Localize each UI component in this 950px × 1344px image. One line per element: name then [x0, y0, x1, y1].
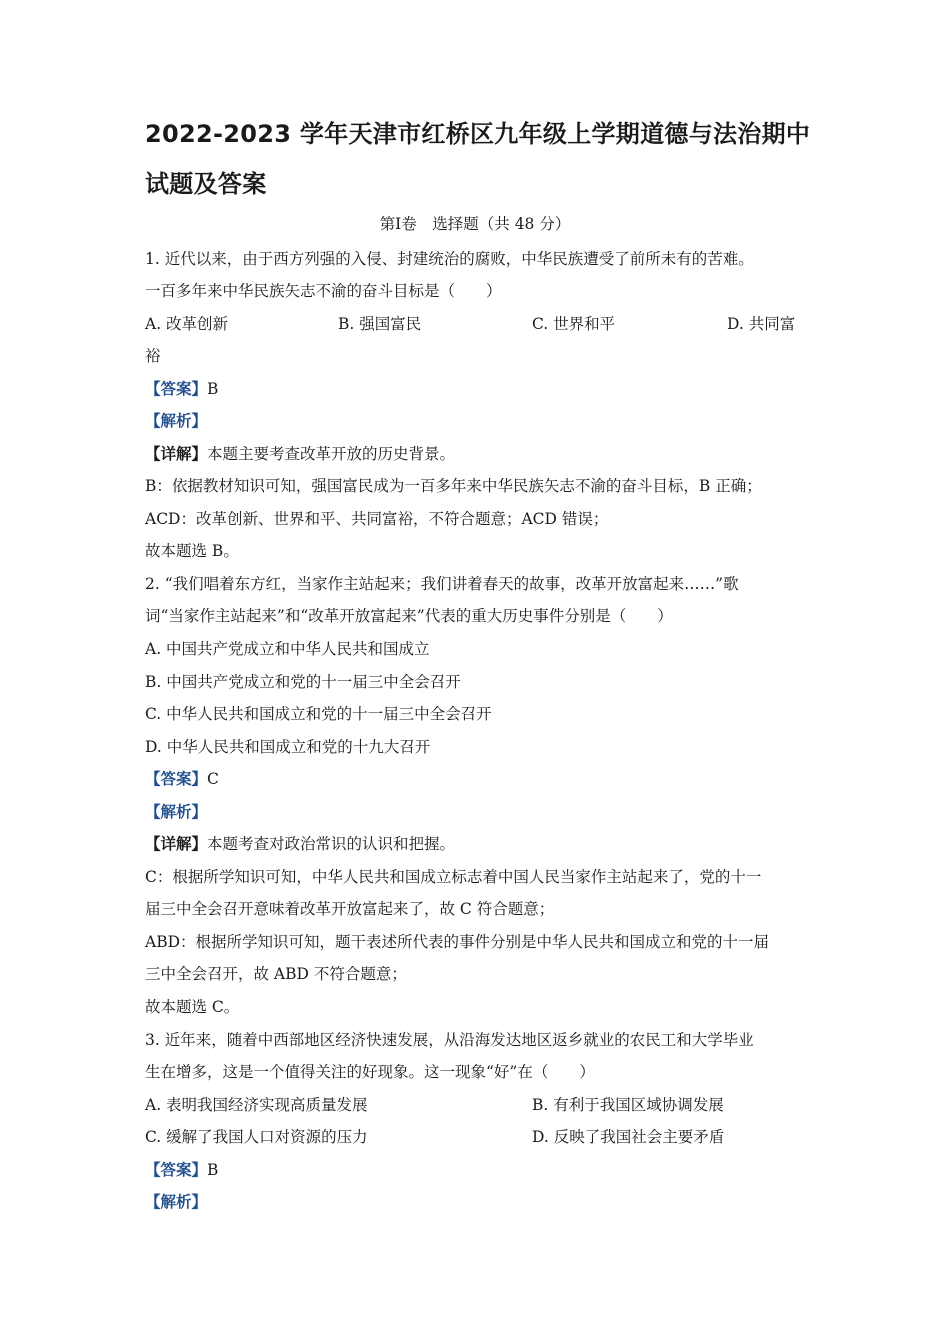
q3-option-b: B. 有利于我国区域协调发展 [532, 1096, 724, 1114]
q1-option-c: C. 世界和平 [532, 315, 616, 333]
q2-conclusion: 故本题选 C。 [145, 998, 240, 1016]
q1-option-d-continued: 裕 [145, 347, 161, 365]
q2-answer-value: C [207, 770, 219, 788]
q2-explanation-line-4: 三中全会召开，故 ABD 不符合题意； [145, 965, 407, 983]
q2-analysis-label: 【解析】 [145, 802, 208, 821]
q3-analysis-label: 【解析】 [145, 1192, 208, 1211]
q2-explanation-line-1: C：根据所学知识可知，中华人民共和国成立标志着中国人民当家作主站起来了，党的十一 [145, 868, 762, 886]
answer-label: 【答案】 [145, 379, 208, 398]
q2-option-c: C. 中华人民共和国成立和党的十一届三中全会召开 [145, 705, 492, 723]
section-heading: 第Ⅰ卷 选择题（共 48 分） [379, 215, 571, 233]
q1-option-a: A. 改革创新 [145, 315, 229, 333]
q2-answer [145, 769, 219, 789]
q3-stem-line-2: 生在增多，这是一个值得关注的好现象。这一现象“好”在（ ） [145, 1063, 595, 1081]
document-title-line-1: 2022-2023 学年天津市红桥区九年级上学期道德与法治期中 [145, 120, 811, 148]
q2-explanation-line-3: ABD：根据所学知识可知，题干表述所代表的事件分别是中华人民共和国成立和党的十一届 [145, 933, 770, 951]
q1-detail [145, 444, 455, 464]
q1-conclusion: 故本题选 B。 [145, 542, 239, 560]
q1-explanation-line-1: B：依据教材知识可知，强国富民成为一百多年来中华民族矢志不渝的奋斗目标，B 正确； [145, 477, 762, 495]
q1-stem-line-2: 一百多年来中华民族矢志不渝的奋斗目标是（ ） [145, 282, 502, 300]
q1-detail-text: 本题主要考查改革开放的历史背景。 [207, 445, 456, 463]
q3-stem-line-1: 3. 近年来，随着中西部地区经济快速发展，从沿海发达地区返乡就业的农民工和大学毕业 [145, 1031, 754, 1049]
q1-option-b: B. 强国富民 [338, 315, 422, 333]
q1-stem-line-1: 1. 近代以来，由于西方列强的入侵、封建统治的腐败，中华民族遭受了前所未有的苦难。 [145, 250, 754, 268]
q3-option-a: A. 表明我国经济实现高质量发展 [145, 1096, 368, 1114]
q2-explanation-line-2: 届三中全会召开意味着改革开放富起来了，故 C 符合题意； [145, 900, 555, 918]
detail-label: 【详解】 [145, 834, 208, 853]
q2-detail-text: 本题考查对政治常识的认识和把握。 [207, 835, 456, 853]
q2-option-b: B. 中国共产党成立和党的十一届三中全会召开 [145, 673, 461, 691]
q3-option-c: C. 缓解了我国人口对资源的压力 [145, 1128, 368, 1146]
q1-explanation-line-2: ACD：改革创新、世界和平、共同富裕，不符合题意；ACD 错误； [145, 510, 609, 528]
q3-answer [145, 1160, 218, 1180]
q2-detail [145, 834, 455, 854]
q1-answer-value: B [207, 380, 219, 398]
detail-label: 【详解】 [145, 444, 208, 463]
q2-stem-line-1: 2. “我们唱着东方红，当家作主站起来；我们讲着春天的故事，改革开放富起来……”歌 [145, 575, 739, 593]
q1-answer [145, 379, 218, 399]
q1-analysis-label: 【解析】 [145, 411, 208, 430]
q2-option-a: A. 中国共产党成立和中华人民共和国成立 [145, 640, 430, 658]
q1-option-d: D. 共同富 [727, 315, 796, 333]
answer-label: 【答案】 [145, 769, 208, 788]
answer-label: 【答案】 [145, 1160, 208, 1179]
q3-answer-value: B [207, 1161, 219, 1179]
q2-option-d: D. 中华人民共和国成立和党的十九大召开 [145, 738, 431, 756]
document-title-line-2: 试题及答案 [145, 170, 267, 198]
q2-stem-line-2: 词“当家作主站起来”和“改革开放富起来”代表的重大历史事件分别是（ ） [145, 607, 673, 625]
q3-option-d: D. 反映了我国社会主要矛盾 [532, 1128, 725, 1146]
